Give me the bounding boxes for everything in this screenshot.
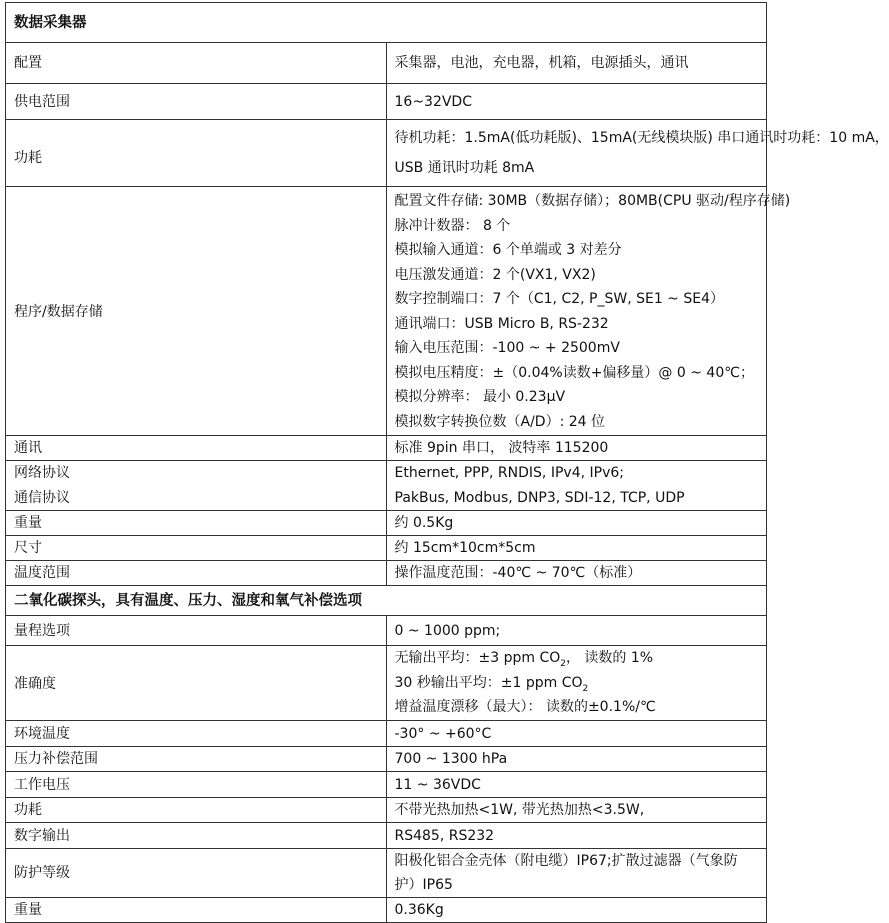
row-label-pair [6,461,387,511]
row-label: 通讯 [6,436,387,461]
row-value: 16~32VDC [386,84,767,120]
table-row [6,849,767,898]
row-value: 不带光热加热<1W, 带光热加热<3.5W, [386,798,767,823]
value-line: 增益温度漂移（最大）： 读数的±0.1%/℃ [394,699,656,716]
value-line: 模拟输入通道：6 个单端或 3 对差分 [394,242,622,258]
row-value: 11 ~ 36VDC [386,772,767,798]
row-label: 程序/数据存储 [6,187,387,436]
row-label: 防护等级 [6,849,387,898]
row-value: 约 15cm*10cm*5cm [386,536,767,561]
table-row [6,120,767,187]
table-row [6,43,767,84]
row-label: 网络协议 [14,465,70,481]
table-row [6,436,767,461]
row-label: 配置 [6,43,387,84]
row-label: 重量 [6,511,387,536]
row-value: -30° ~ +60°C [386,721,767,747]
table-row [6,747,767,772]
section-title-datalogger: 数据采集器 [6,3,767,43]
table-row [6,646,767,721]
table-row [6,721,767,747]
row-value: 采集器，电池，充电器，机箱，电源插头，通讯 [386,43,767,84]
value-line: 30 秒输出平均：±1 ppm $CO_2$ [394,674,589,694]
row-value: RS485, RS232 [386,823,767,849]
row-value: 700 ~ 1300 hPa [386,747,767,772]
section-header-row [6,586,767,616]
row-label: 环境温度 [6,721,387,747]
value-line: 脉冲计数器： 8 个 [394,217,511,234]
table-row [6,536,767,561]
value-line: 通讯端口：USB Micro B, RS-232 [394,315,609,332]
table-row [6,187,767,436]
table-row [6,84,767,120]
spec-table [5,2,889,923]
row-value: 0.36Kg [386,898,767,923]
value-line: 配置文件存储: 30MB（数据存储）；80MB(CPU 驱动/程序存储) [394,193,791,209]
table-row [6,798,767,823]
value-line: 无输出平均：±3 ppm $CO_2$， 读数的 1% [394,650,654,670]
row-label: 准确度 [6,646,387,721]
table-row [6,772,767,798]
row-value: 0 ~ 1000 ppm; [386,616,767,646]
row-value [386,120,889,187]
row-value: 阳极化铝合金壳体（附电缆）IP67;扩散过滤器（气象防护）IP65 [386,849,767,898]
value-line: 待机功耗：1.5mA(低功耗版)、15mA(无线模块版) 串口通讯时功耗：10 mA， [394,130,889,146]
value-line: 输入电压范围：-100 ~ + 2500mV [394,340,620,356]
row-label: 数字输出 [6,823,387,849]
row-value-pair [386,461,767,511]
row-label: 量程选项 [6,616,387,646]
value-line: 电压激发通道：2 个(VX1, VX2) [394,266,596,283]
table-row [6,561,767,586]
row-value [386,187,791,436]
table-row [6,511,767,536]
row-label: 压力补偿范围 [6,747,387,772]
row-label: 重量 [6,898,387,923]
row-label: 温度范围 [6,561,387,586]
row-label: 通信协议 [14,489,70,506]
table-row [6,823,767,849]
row-label: 尺寸 [6,536,387,561]
table-row [6,898,767,923]
value-line: 数字控制端口：7 个（C1, C2, P_SW, SE1 ~ SE4） [394,291,725,307]
value-line: 模拟电压精度：±（0.04%读数+偏移量）@ 0 ~ 40℃； [394,364,754,381]
value-line: 模拟数字转换位数（A/D）: 24 位 [394,413,606,430]
value-line: USB 通讯时功耗 8mA [394,160,535,176]
row-label: 供电范围 [6,84,387,120]
row-value: 约 0.5Kg [386,511,767,536]
row-label: 功耗 [6,120,387,187]
row-label: 功耗 [6,798,387,823]
value-line: 模拟分辨率： 最小 0.23μV [394,389,566,405]
row-value: Ethernet, PPP, RNDIS, IPv4, IPv6; [394,465,624,481]
table-row [6,461,767,511]
row-value [386,646,767,721]
section-title-co2-probe: 二氧化碳探头，具有温度、压力、湿度和氧气补偿选项 [6,586,767,616]
row-value: PakBus, Modbus, DNP3, SDI-12, TCP, UDP [394,489,685,506]
section-header-row [6,3,767,43]
row-label: 工作电压 [6,772,387,798]
table-row [6,616,767,646]
row-value: 标准 9pin 串口， 波特率 115200 [386,436,767,461]
row-value: 操作温度范围：-40℃ ~ 70℃（标准） [386,561,767,586]
